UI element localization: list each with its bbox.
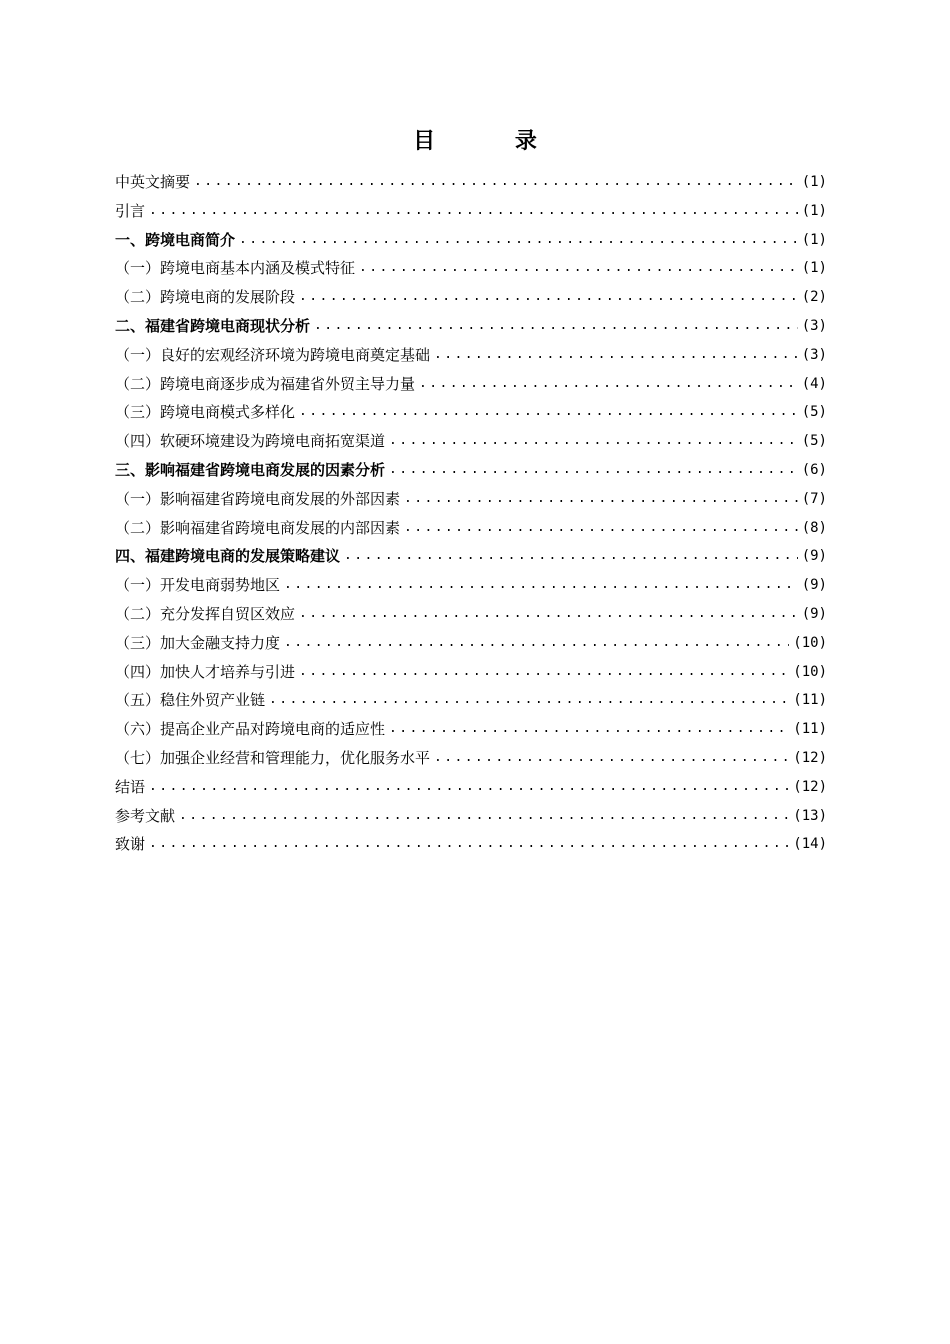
- toc-entry[interactable]: [115, 341, 827, 370]
- toc-entry-page-number: (1): [801, 231, 827, 248]
- toc-entry[interactable]: [115, 197, 827, 226]
- toc-entry-label: （七）加强企业经营和管理能力，优化服务水平: [115, 748, 431, 767]
- toc-entry[interactable]: [115, 398, 827, 427]
- toc-entry-label: （四）软硬环境建设为跨境电商拓宽渠道: [115, 432, 386, 451]
- toc-entry-label: 参考文献: [115, 806, 176, 825]
- toc-entry-label: 结语: [115, 777, 146, 796]
- toc-dot-leader: [179, 802, 789, 831]
- toc-entry-page-number: (14): [793, 836, 827, 853]
- toc-entry-page-number: (13): [793, 807, 827, 824]
- toc-dot-leader: [299, 658, 789, 687]
- toc-entry-page-number: (9): [801, 577, 827, 594]
- toc-entry-label: （三）跨境电商模式多样化: [115, 403, 296, 422]
- toc-dot-leader: [299, 600, 798, 629]
- toc-entry-page-number: (12): [793, 749, 827, 766]
- toc-dot-leader: [284, 571, 798, 600]
- toc-entry-label: （四）加快人才培养与引进: [115, 662, 296, 681]
- toc-dot-leader: [389, 456, 798, 485]
- toc-entry-label: （一）影响福建省跨境电商发展的外部因素: [115, 489, 401, 508]
- toc-entry-label: 引言: [115, 201, 146, 220]
- toc-dot-leader: [194, 168, 798, 197]
- toc-entry-page-number: (11): [793, 721, 827, 738]
- toc-entry[interactable]: [115, 485, 827, 514]
- toc-entry[interactable]: [115, 715, 827, 744]
- toc-entry-page-number: (2): [801, 289, 827, 306]
- toc-entry[interactable]: [115, 600, 827, 629]
- toc-dot-leader: [419, 370, 798, 399]
- toc-entry[interactable]: [115, 802, 827, 831]
- toc-entry[interactable]: [115, 456, 827, 485]
- toc-entry-page-number: (1): [801, 260, 827, 277]
- toc-entry-label: （二）影响福建省跨境电商发展的内部因素: [115, 518, 401, 537]
- toc-entry-page-number: (10): [793, 634, 827, 651]
- toc-entry[interactable]: [115, 773, 827, 802]
- toc-dot-leader: [389, 427, 798, 456]
- toc-entry[interactable]: [115, 629, 827, 658]
- toc-entry-label: （五）稳住外贸产业链: [115, 691, 266, 710]
- toc-entry-page-number: (1): [801, 174, 827, 190]
- toc-entry[interactable]: [115, 571, 827, 600]
- toc-entry-label: （二）跨境电商的发展阶段: [115, 288, 296, 307]
- table-of-contents: [115, 168, 827, 859]
- toc-entry[interactable]: [115, 226, 827, 255]
- toc-entry-page-number: (11): [793, 692, 827, 709]
- toc-entry-page-number: (8): [801, 519, 827, 536]
- toc-entry-page-number: (10): [793, 663, 827, 680]
- toc-entry-page-number: (3): [801, 346, 827, 363]
- toc-entry-page-number: (5): [801, 433, 827, 450]
- toc-entry[interactable]: [115, 830, 827, 859]
- toc-entry-page-number: (4): [801, 375, 827, 392]
- toc-dot-leader: [404, 514, 798, 543]
- toc-entry-label: （一）跨境电商基本内涵及模式特征: [115, 259, 356, 278]
- toc-dot-leader: [389, 715, 789, 744]
- toc-dot-leader: [299, 283, 798, 312]
- toc-entry[interactable]: [115, 686, 827, 715]
- toc-entry[interactable]: [115, 168, 827, 197]
- toc-entry-label: （六）提高企业产品对跨境电商的适应性: [115, 720, 386, 739]
- toc-dot-leader: [269, 686, 789, 715]
- toc-entry-label: （一）开发电商弱势地区: [115, 576, 281, 595]
- toc-entry-label: 中英文摘要: [115, 173, 191, 191]
- toc-dot-leader: [434, 744, 789, 773]
- toc-entry[interactable]: [115, 312, 827, 341]
- toc-dot-leader: [149, 197, 798, 226]
- toc-entry[interactable]: [115, 658, 827, 687]
- toc-entry-label: 二、福建省跨境电商现状分析: [115, 316, 311, 335]
- toc-dot-leader: [434, 341, 798, 370]
- toc-dot-leader: [299, 398, 798, 427]
- toc-entry-page-number: (9): [801, 605, 827, 622]
- toc-entry-label: 三、影响福建省跨境电商发展的因素分析: [115, 460, 386, 479]
- toc-entry-label: 一、跨境电商简介: [115, 230, 236, 249]
- toc-dot-leader: [284, 629, 789, 658]
- toc-entry-page-number: (12): [793, 778, 827, 795]
- toc-entry[interactable]: [115, 514, 827, 543]
- toc-entry[interactable]: [115, 283, 827, 312]
- toc-entry[interactable]: [115, 254, 827, 283]
- toc-dot-leader: [404, 485, 798, 514]
- toc-entry-page-number: (9): [801, 548, 827, 565]
- toc-dot-leader: [344, 542, 798, 571]
- toc-dot-leader: [239, 226, 798, 255]
- toc-entry-page-number: (1): [801, 202, 827, 219]
- toc-entry-label: （一）良好的宏观经济环境为跨境电商奠定基础: [115, 345, 431, 364]
- toc-dot-leader: [149, 830, 789, 859]
- toc-entry[interactable]: [115, 744, 827, 773]
- toc-entry-label: （二）跨境电商逐步成为福建省外贸主导力量: [115, 374, 416, 393]
- toc-dot-leader: [149, 773, 789, 802]
- toc-entry-label: （三）加大金融支持力度: [115, 633, 281, 652]
- toc-entry-page-number: (7): [801, 490, 827, 507]
- toc-entry-page-number: (3): [801, 317, 827, 334]
- toc-dot-leader: [359, 254, 798, 283]
- toc-dot-leader: [314, 312, 798, 341]
- toc-entry[interactable]: [115, 427, 827, 456]
- toc-entry-page-number: (6): [801, 461, 827, 478]
- toc-entry-label: 致谢: [115, 835, 146, 854]
- toc-entry[interactable]: [115, 542, 827, 571]
- toc-entry-label: （二）充分发挥自贸区效应: [115, 604, 296, 623]
- toc-entry[interactable]: [115, 370, 827, 399]
- toc-entry-label: 四、福建跨境电商的发展策略建议: [115, 547, 341, 566]
- page-title: 目 录: [413, 129, 573, 154]
- toc-entry-page-number: (5): [801, 404, 827, 421]
